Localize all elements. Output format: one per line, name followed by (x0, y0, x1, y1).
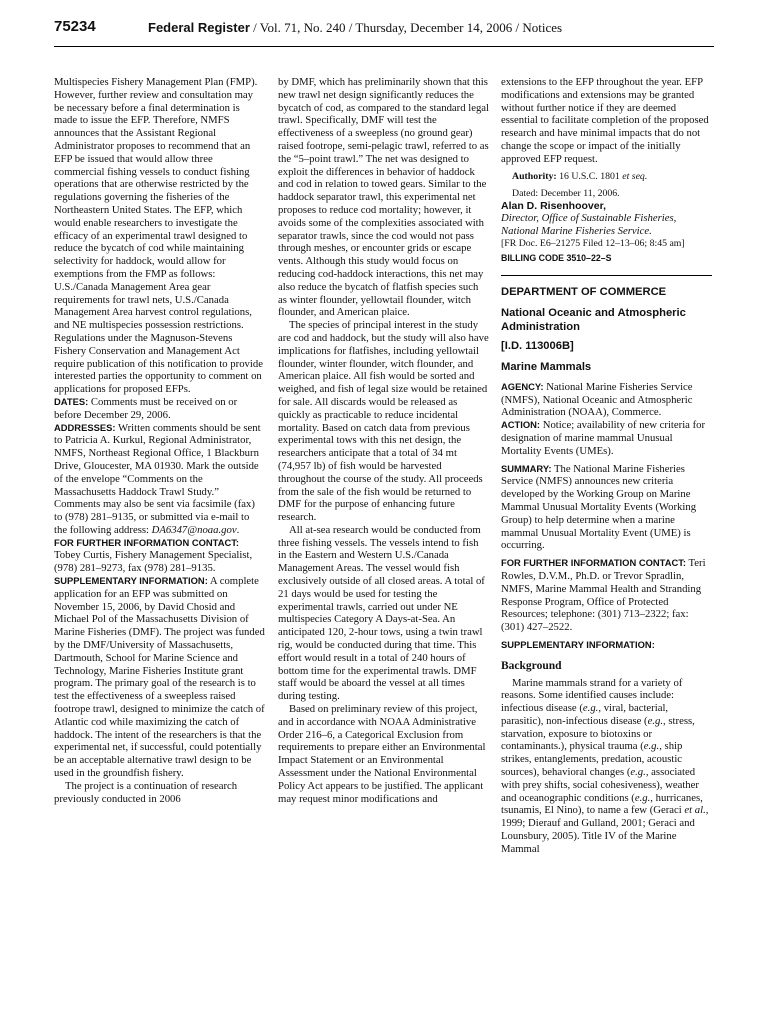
supplementary-label: SUPPLEMENTARY INFORMATION: (54, 575, 208, 587)
subject-heading: Marine Mammals (501, 360, 592, 373)
authority-label: Authority: (512, 170, 557, 182)
publication-name: Federal Register (148, 20, 250, 35)
eg-3: e.g. (643, 740, 660, 753)
action-text: Notice; availability of new criteria for designation of marine mammal Unusual Mortality Events (UMEs). (501, 419, 706, 457)
extensions-paragraph: extensions to the EFP throughout the year. EFP modifications and extensions may be granted without further notice if they are deemed essential to facilitate completion of the proposed research and have minimal impacts that do not change the scope or impact of the initially approved EFP request. (501, 76, 709, 165)
addresses-end: . (236, 523, 240, 536)
supplementary-label-right: SUPPLEMENTARY INFORMATION: (501, 638, 655, 650)
agency-section (501, 381, 712, 419)
dates-text: Comments must be received on or before December 29, 2006. (54, 395, 238, 421)
bg-text-c: , stress, starvation, exposure to biotoxins or contaminants.), physical trauma ( (501, 714, 695, 753)
signer-name: Alan D. Risenhoover, (501, 199, 607, 212)
contact-section (501, 557, 712, 634)
action-section (501, 419, 712, 457)
eg-5: e.g. (634, 791, 651, 804)
addresses-text: Written comments should be sent to Patricia A. Kurkul, Regional Administrator, NMFS, Northeast Regional Office, 1 Blackburn Drive, Gloucester, MA 01930. Mark the outside of the envelope “Comments on the Massachusetts Haddock Trawl Study.” Comments may also be sent via facsimile (fax) to (978) 281–9135, or submitted via e-mail to the following address: (54, 421, 261, 536)
running-head (148, 20, 562, 36)
column-left (54, 76, 265, 805)
billing-code: BILLING CODE 3510–22–S (501, 252, 612, 263)
research-vessels-paragraph: All at-sea research would be conducted from three fishing vessels. The vessels intend to fish in the Eastern and Western U.S./Canada Management Areas. The vessel would fish exclusively outside of all closed areas. A total of 21 days would be used for testing the experimental trawls, carried out under NE multispecies Category A Days-at-Sea. An anticipated 120, 2-hour tows, using a twin trawl rig, would be conducted during that time. This effort would result in a total of 240 hours of bottom time for the experimental trawls. DMF staff would be aboard the vessel at all times during testing. (278, 523, 485, 703)
authority-etseq: et seq. (622, 170, 648, 182)
background-paragraph (501, 677, 712, 856)
email-address: DA6347@noaa.gov (151, 523, 237, 536)
dates-label: DATES: (54, 395, 89, 407)
eg-1: e.g. (582, 702, 599, 715)
summary-label: SUMMARY: (501, 462, 552, 474)
contact-text-right: Teri Rowles, D.V.M., Ph.D. or Trevor Spradlin, NMFS, Marine Mammal Health and Stranding Response Program, Office of Protected Resources; telephone: (301) 713–2322; fax: (301) 427–2522. (501, 557, 706, 634)
agency-label: AGENCY: (501, 380, 544, 392)
et-al: et al. (684, 804, 706, 817)
agency-text: National Marine Fisheries Service (NMFS), National Oceanic and Atmospheric Administration (NOAA), Commerce. (501, 380, 693, 419)
agency-heading: National Oceanic and Atmospheric Administration (501, 306, 686, 333)
authority-line (501, 171, 712, 183)
id-number: [I.D. 113006B] (501, 339, 574, 352)
continuation-paragraph: The project is a continuation of research previously conducted in 2006 (54, 779, 238, 805)
bg-text-g: , 1999; Dierauf and Gulland, 2001; Geraci and Lounsbury, 2005). Title IV of the Marine Mammal (501, 804, 709, 855)
eg-4: e.g. (630, 766, 646, 779)
dates-section (54, 396, 265, 422)
supplementary-section (54, 575, 265, 780)
addresses-section (54, 422, 265, 537)
eg-2: e.g. (647, 714, 664, 727)
signer-title: Director, Office of Sustainable Fisheries, National Marine Fisheries Service. (501, 212, 677, 238)
contact-text: Tobey Curtis, Fishery Management Specialist, (978) 281–9273, fax (978) 281–9135. (54, 549, 253, 575)
trawl-design-paragraph: by DMF, which has preliminarily shown that this new trawl net design significantly reduces the bycatch of cod, as compared to the standard legal trawl. Specifically, DMF will test the effectiveness of a sweepless (no ground gear) raised footrope, semi-pelagic trawl, referred to as the “5–point trawl.” The net was designed to exploit the differences in behavior of haddock and cod in relation to towed gears. Similar to the haddock separator trawl, this experimental net proposes to reduce cod mortality; however, it avoids some of the complexities associated with separator trawls, since the cod would not pass through meshes, or encounter grids or escape vents. Although this study would focus on reducing cod-haddock interactions, this net may also reduce the bycatch of flatfish species such as winter flounder, yellowtail flounder, witch flounder, and American plaice. (278, 76, 489, 319)
page-header (54, 16, 714, 47)
summary-text: The National Marine Fisheries Service (NMFS) announces new criteria developed by the Working Group on Marine Mammal Unusual Mortality Events (Working Group) to help determine when a marine mammal Unusual Mortality Event (UME) is occurring. (501, 462, 697, 552)
species-paragraph: The species of principal interest in the study are cod and haddock, but the study will also have implications for flatfishes, including yellowtail flounder, winter flounder, witch flounder, and American plaice. All fish would be sorted and weighed, and fish of legal size would be retained for sale. All discards would be released as quickly as practicable to reduce incidental mortality. Based on catch data from previous experimental tows with this net design, the researchers anticipate that a total of 34 mt (74,957 lb) of fish would be harvested throughout the course of the study. All proceeds from the sale of the fish would be returned to DMF for the purpose of enhancing future research. (278, 319, 489, 524)
authority-text: 16 U.S.C. 1801 (556, 170, 623, 182)
bg-text-b: , viral, bacterial, parasitic), non-infectious disease ( (501, 702, 669, 727)
column-right (501, 76, 712, 856)
supplementary-text: A complete application for an EFP was submitted on November 15, 2006, by David Chosid and Michael Pol of the Massachusetts Division of Marine Fisheries (DMF). The project was funded by the DMF/University of Massachusetts, Dartmouth, School for Marine Science and Technology, Marine Fisheries Institute grant program. The primary goal of the research is to test the effectiveness of a sweepless raised footrope trawl, designed to minimize the catch of Atlantic cod while maximizing the catch of haddock. The intent of the researchers is that the experimental net, if successful, could potentially be an acceptable alternative trawl design to be used in the groundfish fishery. (54, 575, 265, 780)
column-middle (278, 76, 489, 805)
review-paragraph: Based on preliminary review of this project, and in accordance with NOAA Administrative Order 216–6, a Categorical Exclusion from requirements to prepare either an Environmental Impact Statement or an Environmental Assessment under the National Environmental Policy Act appears to be justified. The applicant may request minor modifications and (278, 703, 486, 805)
department-heading: DEPARTMENT OF COMMERCE (501, 285, 667, 298)
bg-text-d: , ship strikes, entanglements, predation, acoustic sources), behavioral changes ( (501, 740, 683, 779)
background-heading: Background (501, 659, 562, 672)
section-divider (501, 275, 712, 276)
efp-intro-paragraph: Multispecies Fishery Management Plan (FMP). However, further review and consultation may be necessary before a final determination is made to issue the EFP. Therefore, NMFS announces that the Assistant Regional Administrator proposes to recommend that an EFP be issued that would allow three commercial fishing vessels to conduct fishing operations that are otherwise restricted by the regulations governing the fisheries of the Northeastern United States. The EFP, which would enable researchers to investigate the efficacy of an experimental trawl designed to reduce the bycatch of cod while maintaining selectivity for haddock, would allow for exemptions from the FMP as follows: U.S./Canada Management Area gear requirements for trawl nets, U.S./Canada Management Area harvest control regulations, and NE multispecies possession restrictions. Regulations under the Magnuson-Stevens Fishery Conservation and Management Act require publication of this notification to provide interested parties the opportunity to comment on applications for proposed EFPs. (54, 76, 263, 396)
contact-label: FOR FURTHER INFORMATION CONTACT: (54, 536, 240, 548)
bg-text-a: Marine mammals strand for a variety of reasons. Some identified causes include: infectious disease ( (501, 676, 683, 715)
issue-details: / Vol. 71, No. 240 / Thursday, December 14, 2006 / Notices (249, 20, 563, 35)
addresses-label: ADDRESSES: (54, 421, 116, 433)
bg-text-e: , associated with prey shifts, social cohesiveness), weather and oceanographic conditions ( (501, 766, 699, 804)
action-label: ACTION: (501, 419, 541, 431)
fr-doc-line: [FR Doc. E6–21275 Filed 12–13–06; 8:45 am] (501, 237, 685, 249)
contact-label-right: FOR FURTHER INFORMATION CONTACT: (501, 557, 687, 569)
dated-line: Dated: December 11, 2006. (512, 187, 620, 199)
bg-text-f: , hurricanes, tsunamis, El Nino), to name a few (Geraci (501, 791, 703, 817)
summary-section (501, 463, 712, 553)
page-number: 75234 (54, 18, 96, 35)
